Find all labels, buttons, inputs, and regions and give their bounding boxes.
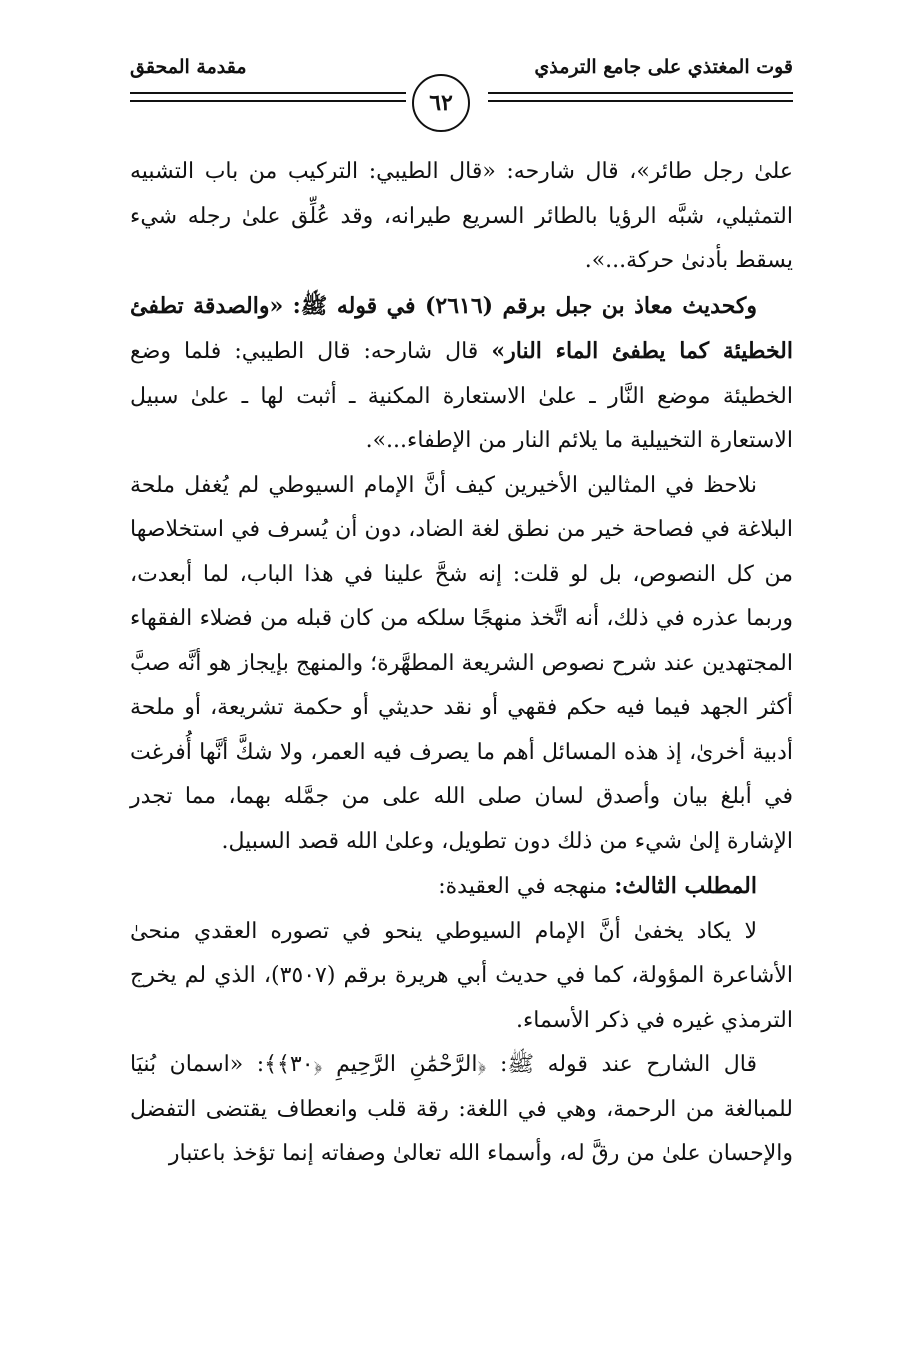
paragraph-text: قال الشارح عند قوله ﷺ: ﴿الرَّحْمَٰنِ الرَّحِيمِ ﴿٣٠﴾﴾: «اسمان بُنيَا للمبالغة من الرحمة، وهي في اللغة: رقة قلب وانعطاف يقتضى التفضل والإحسان علىٰ من رقَّ له، وأسماء الله تعالىٰ وصفاته إنما تؤخذ باعتبار xyxy=(130,1052,793,1166)
page-header xyxy=(130,52,793,132)
paragraph-5 xyxy=(130,1043,793,1177)
paragraph-text: لا يكاد يخفىٰ أنَّ الإمام السيوطي ينحو في تصوره العقدي منحىٰ الأشاعرة المؤولة، كما في حديث أبي هريرة برقم (٣٥٠٧)، الذي لم يخرج الترمذي غيره في ذكر الأسماء. xyxy=(130,918,793,1033)
paragraph-text: علىٰ رجل طائر»، قال شارحه: «قال الطيبي: التركيب من باب التشبيه التمثيلي، شبَّه الرؤيا بالطائر السريع طيرانه، وقد عُلِّق علىٰ رجله شيء يسقط بأدنىٰ حركة...». xyxy=(130,159,793,273)
heading-label: المطلب الثالث: xyxy=(614,873,757,899)
page-body xyxy=(130,150,793,1177)
section-heading xyxy=(130,864,793,910)
paragraph-4 xyxy=(130,910,793,1044)
paragraph-1 xyxy=(130,150,793,284)
page-number: ٦٢ xyxy=(412,74,470,132)
heading-text: منهجه في العقيدة: xyxy=(438,874,615,899)
header-rule-right xyxy=(488,92,793,102)
header-rule-left xyxy=(130,92,406,102)
paragraph-3 xyxy=(130,464,793,865)
book-title: قوت المغتذي على جامع الترمذي xyxy=(534,56,793,78)
paragraph-2 xyxy=(130,284,793,464)
paragraph-text: نلاحظ في المثالين الأخيرين كيف أنَّ الإمام السيوطي لم يُغفل ملحة البلاغة في فصاحة خير من نطق لغة الضاد، دون أن يُسرف في استخلاصها من كل النصوص، بل لو قلت: إنه شحَّ علينا في هذا الباب، لما أبعدت، وربما عذره في ذلك، أنه اتَّخذ منهجًا سلكه من كان قبله من فضلاء الفقهاء المجتهدين عند شرح نصوص الشريعة المطهَّرة؛ والمنهج بإيجاز هو أنَّه صبَّ أكثر الجهد فيما فيه حكم فقهي أو نقد حديثي أو حكمة تشريعة، أو ملحة أدبية أخرىٰ، إذ هذه المسائل أهم ما يصرف فيه العمر، ولا شكَّ أنَّها أُفرغت في أبلغ بيان وأصدق لسان صلى الله على من جمَّله بهما، مما تجدر الإشارة إلىٰ شيء من ذلك دون تطويل، وعلىٰ الله قصد السبيل. xyxy=(130,472,794,854)
section-title: مقدمة المحقق xyxy=(130,56,247,78)
hadith-quote: وكحديث معاذ بن جبل برقم (٢٦١٦) في قوله ﷺ: «والصدقة تطفئ الخطيئة كما يطفئ الماء النار» xyxy=(130,292,793,364)
paragraph-text: قال شارحه: قال الطيبي: فلما وضع الخطيئة موضع النَّار ـ علىٰ الاستعارة المكنية ـ أثبت لها ـ علىٰ سبيل الاستعارة التخييلية ما يلائم النار من الإطفاء...». xyxy=(130,339,793,453)
